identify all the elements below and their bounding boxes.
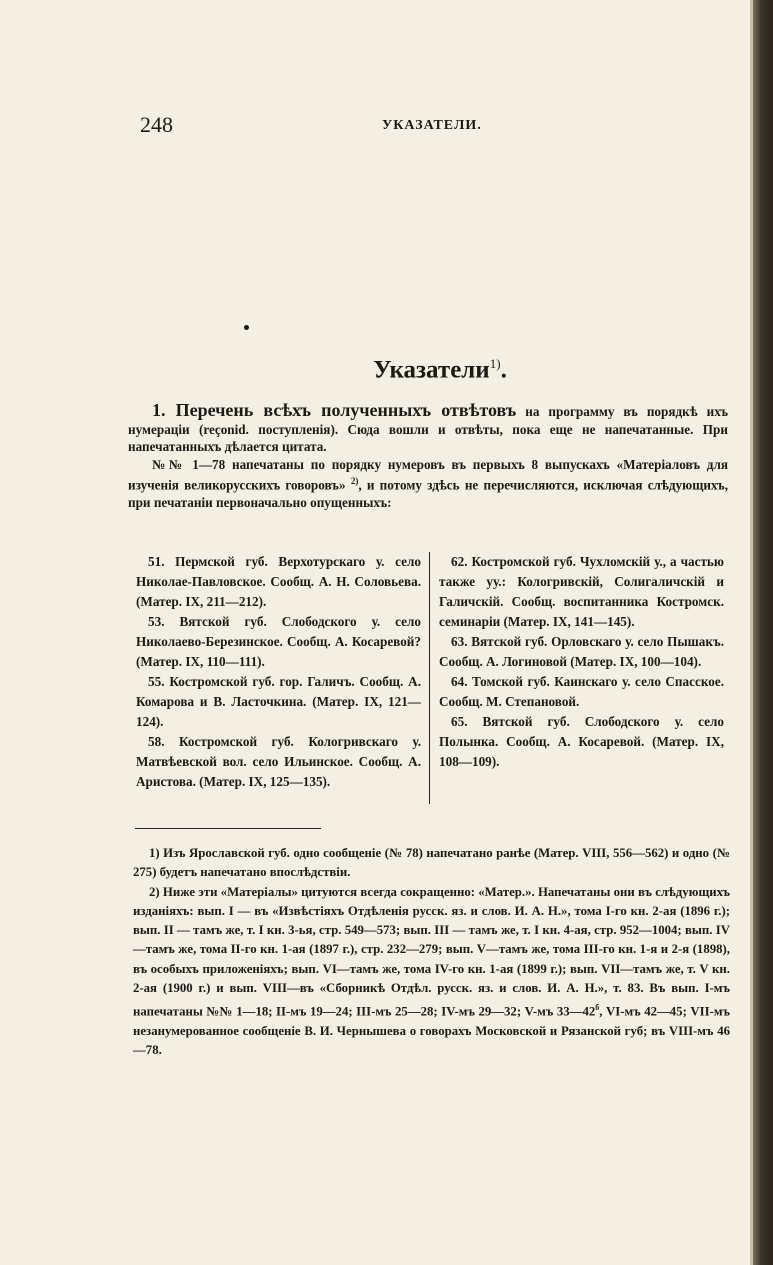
title-closing: . bbox=[500, 356, 507, 384]
intro-text bbox=[128, 402, 728, 511]
intro-paragraph-1-rest: на программу въ порядкѣ ихъ нумераціи (reçonid. поступленія). Сюда вошли и отвѣты, пока еще не напечатанные. При напечатанныхъ дѣлается цитата. bbox=[128, 404, 729, 454]
list-heading: 1. Перечень всѣхъ полученныхъ отвѣтовъ bbox=[152, 400, 517, 420]
running-header bbox=[130, 112, 750, 142]
intro-paragraph-2-before: №№ 1—78 напечатаны по порядку нумеровъ въ первыхъ 8 выпускахъ «Матеріаловъ для изученія великорусскихъ говоровъ» bbox=[128, 456, 728, 493]
entry-63: 63. Вятской губ. Орловскаго у. село Пышакъ. Сообщ. А. Логиновой (Матер. IX, 100—104). bbox=[439, 634, 724, 669]
intro-paragraph-2-after: , и потому здѣсь не перечисляются, исключая слѣдующихъ, при печатаніи первоначально опущенныхъ: bbox=[128, 477, 729, 510]
entry-65: 65. Вятской губ. Слободского у. село Полынка. Сообщ. А. Косаревой. (Матер. IX, 108—109). bbox=[439, 714, 724, 769]
section-title bbox=[130, 356, 750, 384]
column-divider bbox=[429, 552, 430, 804]
footnote-2 bbox=[133, 883, 730, 1061]
footnote-rule bbox=[135, 828, 321, 829]
footnotes bbox=[133, 844, 730, 1061]
ink-mark bbox=[244, 325, 249, 330]
entries-columns bbox=[136, 552, 736, 817]
footnote-2-text-end: , VI-мъ 42—45; VII-мъ незанумерованное сообщеніе В. И. Чернышева о говорахъ Московской и Рязанской губ; въ VIII-мъ 46—78. bbox=[133, 1004, 731, 1058]
entry-58: 58. Костромской губ. Кологривскаго у. Матвѣевской вол. село Ильинское. Сообщ. А. Аристова. (Матер. IX, 125—135). bbox=[136, 734, 421, 789]
page-number: 248 bbox=[140, 112, 173, 137]
title-footnote-mark: 1) bbox=[489, 356, 501, 371]
right-column bbox=[439, 552, 724, 772]
intro-paragraph-1 bbox=[128, 402, 728, 456]
left-column bbox=[136, 552, 421, 792]
section-title-text: Указатели bbox=[373, 356, 490, 384]
intro-paragraph-2 bbox=[128, 456, 728, 512]
entry-53: 53. Вятской губ. Слободского у. село Николаево-Березинское. Сообщ. А. Косаревой? (Матер. IX, 110—111). bbox=[136, 614, 421, 669]
entry-64: 64. Томской губ. Каинскаго у. село Спасское. Сообщ. М. Степановой. bbox=[439, 674, 724, 709]
entry-62: 62. Костромской губ. Чухломскій у., а частью также уу.: Кологривскій, Солигаличскій и Галичскій. Сообщ. воспитанника Костромск. семинаріи (Матер. IX, 141—145). bbox=[439, 554, 724, 629]
running-title: УКАЗАТЕЛИ. bbox=[382, 118, 482, 133]
book-spine bbox=[753, 0, 773, 1265]
entry-51: 51. Пермской губ. Верхотурскаго у. село Николае-Павловское. Сообщ. А. Н. Соловьева. (Матер. IX, 211—212). bbox=[136, 554, 421, 609]
entry-55: 55. Костромской губ. гор. Галичъ. Сообщ. А. Комарова и В. Ласточкина. (Матер. IX, 121—124). bbox=[136, 674, 421, 729]
footnote-2-superscript: б bbox=[595, 1003, 600, 1013]
intro-footnote-mark: 2) bbox=[350, 476, 359, 486]
footnote-1: 1) Изъ Ярославской губ. одно сообщеніе (№ 78) напечатано ранѣе (Матер. VIII, 556—562) и одно (№ 275) будетъ напечатано впослѣдствіи. bbox=[133, 846, 730, 880]
footnote-2-text: 2) Ниже эти «Матеріалы» цитуются всегда сокращенно: «Матер.». Напечатаны они въ слѣдующихъ изданіяхъ: вып. I — въ «Извѣстіяхъ Отдѣленія русск. яз. и слов. И. А. Н.», тома I-го кн. 2-ая (1896 г.); вып. II — тамъ же, т. I кн. 3-ья, стр. 549—573; вып. III — тамъ же, т. I кн. 4-ая, стр. 952—1004; вып. IV—тамъ же, тома II-го кн. 1-ая (1897 г.), стр. 232—279; вып. V—тамъ же, тома III-го кн. 1-я и 2-я (1898), въ особыхъ приложеніяхъ; вып. VI—тамъ же, тома IV-го кн. 1-ая (1899 г.); вып. VII—тамъ же, т. V кн. 2-ая (1900 г.) и вып. VIII—въ «Сборникѣ Отдѣл. русск. яз. и слов. И. А. Н.», т. 83. Въ вып. I-мъ напечатаны №№ 1—18; II-мъ 19—24; III-мъ 25—28; IV-мъ 29—32; V-мъ 33—42 bbox=[133, 884, 730, 1019]
